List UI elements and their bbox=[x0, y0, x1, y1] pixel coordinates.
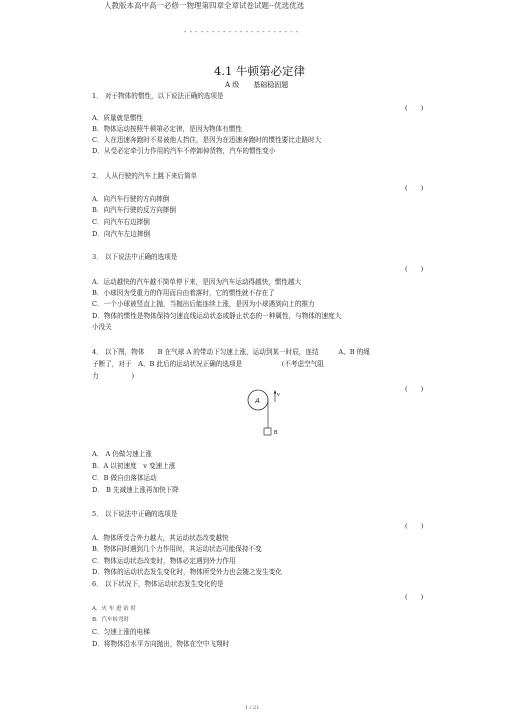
q4-option-a: A． A 仍做匀速上涨 bbox=[92, 450, 152, 458]
q4-option-c: C．B 做自由落体运动 bbox=[92, 474, 157, 482]
q5-option-a: A．物体所受合外力越大，其运动状态改变越快 bbox=[92, 534, 229, 542]
answer-blank-3: ( ) bbox=[405, 265, 424, 273]
question-4-stem-line2: 子断了，对于 A、B 此后的运动状况正确的选项是 (不考虑空气阻 bbox=[92, 360, 324, 368]
page-number: 1 / 21 bbox=[245, 705, 260, 711]
q2-option-b: B．向汽车行驶的反方向摔倒 bbox=[92, 206, 176, 214]
q2-option-d: D．向汽车左边摔倒 bbox=[92, 230, 151, 238]
balloon-figure bbox=[245, 386, 285, 438]
answer-blank-1: ( ) bbox=[405, 104, 424, 112]
q3-option-b: B．小球因为受重力的作用而自由着落时，它的惯性就不存在了 bbox=[92, 289, 275, 297]
q6-option-c: C．匀速上涨的电梯 bbox=[92, 628, 150, 636]
q6-option-a: A．火 车 进 站 时 bbox=[92, 606, 136, 612]
answer-blank-6: ( ) bbox=[405, 593, 424, 601]
q1-option-a: A．质量就是惯性 bbox=[92, 114, 143, 122]
question-3-stem: 3． 以下说法中正确的选项是 bbox=[92, 253, 178, 261]
object-b bbox=[264, 428, 271, 435]
balloon-a-label: A bbox=[255, 397, 260, 405]
question-1-stem: 1． 对于物体的惯性，以下说法正确的选项是 bbox=[92, 92, 224, 100]
q5-option-c: C．物体运动状态改变时，物体必定遇到外力作用 bbox=[92, 557, 236, 565]
q4-option-b: B．A 以初速度 v 变速上涨 bbox=[92, 462, 176, 470]
q1-option-d: D．从受必定牵引力作用的汽车不停卸掉货物，汽车的惯性变小 bbox=[92, 147, 276, 155]
q6-option-d: D．将物体沿水平方向抛出，物体在空中飞翔时 bbox=[92, 640, 230, 648]
answer-blank-4: ( ) bbox=[405, 385, 424, 393]
object-b-label: B bbox=[274, 430, 278, 436]
q3-option-d-continued: 小没关 bbox=[92, 323, 112, 331]
velocity-label: v bbox=[277, 392, 280, 398]
q2-option-c: C．向汽车右边摔倒 bbox=[92, 218, 150, 226]
question-4-stem-line3: 力 ) bbox=[92, 372, 135, 380]
question-5-stem: 5． 以下说法中正确的选项是 bbox=[92, 510, 178, 518]
answer-blank-2: ( ) bbox=[405, 184, 424, 192]
level-label: A 级 基础稳固题 bbox=[225, 81, 289, 89]
chapter-title: 4.1 牛顿第必定律 bbox=[214, 64, 305, 78]
q3-option-d: D．物体的惯性是物体保持匀速直线运动状态或静止状态的一种属性，与物体的速度大 bbox=[92, 312, 342, 320]
q5-option-b: B．物体同时遇到几个力作用时，其运动状态可能保持不变 bbox=[92, 545, 262, 553]
question-6-stem: 6． 以下状况下，物体运动状态发生变化的是 bbox=[92, 580, 224, 588]
q3-option-a: A．运动越快的汽车越不简单停下来，是因为汽车运动得越快，惯性越大 bbox=[92, 278, 302, 286]
page-header: 人教版本高中高一必修一物理第四章全章试卷试题--优选优选 bbox=[104, 1, 305, 10]
question-2-stem: 2． 人从行驶的汽车上跳下来后简单 bbox=[92, 172, 198, 180]
answer-blank-5: ( ) bbox=[405, 522, 424, 530]
q2-option-a: A．向汽车行驶的方向摔倒 bbox=[92, 195, 170, 203]
q5-option-d: D．物体的运动状态发生变化时，物体所受外力也会随之发生变化 bbox=[92, 568, 282, 576]
q4-option-d: D． B 先减速上涨再加快下降 bbox=[92, 486, 179, 494]
q6-option-b: B．汽车转弯时 bbox=[92, 617, 130, 623]
header-separator: - - - - - - - - - - - - - - - - - - - - - bbox=[184, 28, 299, 36]
question-4-stem-line1: 4． 以下图，物体 B 在气球 A 的带动下匀速上涨，运动到某一时辰，连结 A、B 的绳 bbox=[92, 348, 370, 356]
q1-option-b: B．物体运动按照牛顿第必定律，是因为物体有惯性 bbox=[92, 125, 242, 133]
q3-option-c: C．一个小球被竖直上抛，当抛出后能连续上涨，是因为小球遇到向上的推力 bbox=[92, 300, 315, 308]
q1-option-c: C．人在迅速奔跑时不易被他人挡住，是因为在迅速奔跑时的惯性要比走路时大 bbox=[92, 136, 322, 144]
